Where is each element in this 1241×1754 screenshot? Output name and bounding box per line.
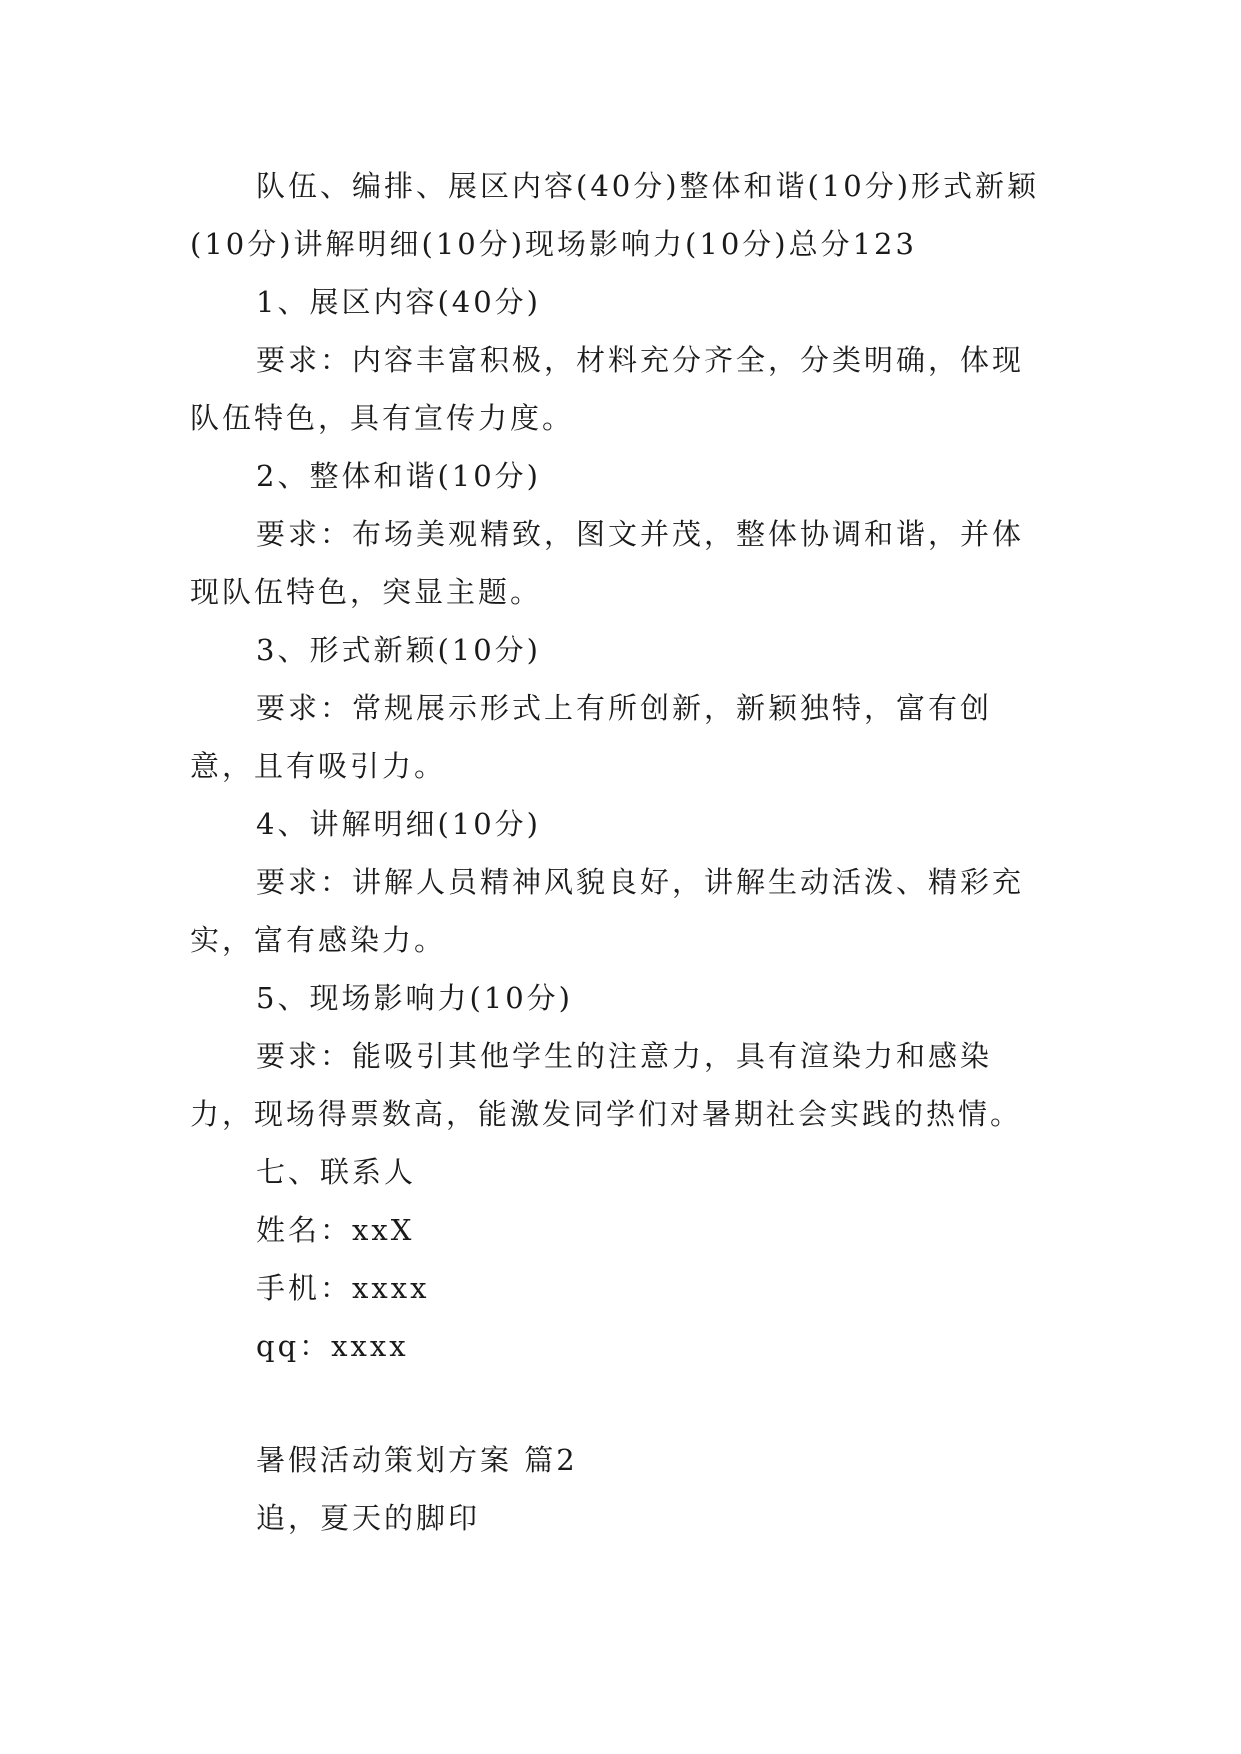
contact-qq: qq：xxxx (256, 1329, 409, 1363)
section-spacer (190, 1375, 1048, 1431)
criterion-4-heading: 4、讲解明细(10分) (256, 807, 541, 841)
section-2-subtitle: 追，夏天的脚印 (256, 1501, 481, 1535)
criterion-5-heading: 5、现场影响力(10分) (256, 981, 573, 1015)
criterion-2-heading: 2、整体和谐(10分) (256, 459, 541, 493)
criterion-1-requirement: 要求：内容丰富积极，材料充分齐全，分类明确，体现队伍特色，具有宣传力度。 (190, 343, 1025, 435)
contact-section-heading: 七、联系人 (256, 1155, 417, 1189)
contact-phone: 手机：xxxx (256, 1271, 430, 1305)
scoring-summary-paragraph: 队伍、编排、展区内容(40分)整体和谐(10分)形式新颖(10分)讲解明细(10分)现场影响力(10分)总分123 (190, 169, 1040, 261)
contact-name: 姓名：xxX (256, 1213, 415, 1247)
criterion-5-requirement: 要求：能吸引其他学生的注意力，具有渲染力和感染力，现场得票数高，能激发同学们对暑期社会实践的热情。 (190, 1039, 1023, 1131)
criterion-4-requirement: 要求：讲解人员精神风貌良好，讲解生动活泼、精彩充实，富有感染力。 (190, 865, 1025, 957)
criterion-3-heading: 3、形式新颖(10分) (256, 633, 541, 667)
criterion-2-requirement: 要求：布场美观精致，图文并茂，整体协调和谐，并体现队伍特色，突显主题。 (190, 517, 1025, 609)
criterion-1-heading: 1、展区内容(40分) (256, 285, 541, 319)
document-body (190, 157, 1048, 1547)
section-2-title: 暑假活动策划方案 篇2 (256, 1443, 578, 1477)
criterion-3-requirement: 要求：常规展示形式上有所创新，新颖独特，富有创意，且有吸引力。 (190, 691, 993, 783)
